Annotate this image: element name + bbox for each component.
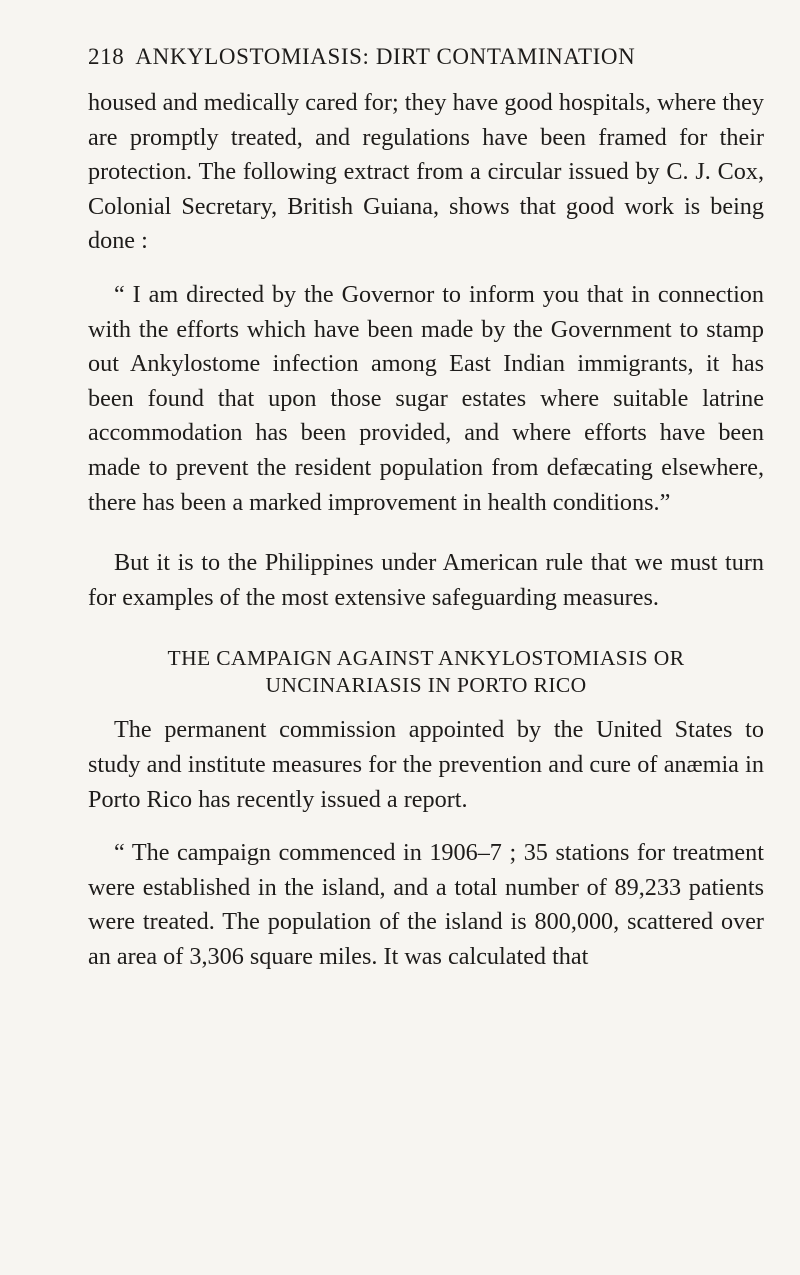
running-title: ANKYLOSTOMIASIS: DIRT CONTAMINATION (135, 44, 636, 69)
page-body (88, 86, 764, 974)
paragraph: housed and medically cared for; they have good hospitals, where they are promptly treated, and regulations have been framed for their protection. The following extract from a circular issued by C. J. Cox, Colonial Secretary, British Guiana, shows that good work is being done : (88, 89, 764, 255)
paragraph: But it is to the Philippines under American rule that we must turn for examples of the most extensive safeguarding measures. (88, 549, 764, 611)
running-header (88, 44, 728, 70)
quoted-paragraph: “ The campaign commenced in 1906–7 ; 35 stations for treatment were established in the island, and a total number of 89,233 patients were treated. The population of the island is 800,000, scattered over an area of 3,306 square miles. It was calculated that (88, 839, 764, 970)
section-heading: THE CAMPAIGN AGAINST ANKYLOSTOMIASIS OR UNCINARIASIS IN PORTO RICO (167, 646, 685, 698)
page-number: 218 (88, 44, 125, 69)
paragraph: The permanent commission appointed by the United States to study and institute measures for the prevention and cure of anæmia in Porto Rico has recently issued a report. (88, 716, 764, 813)
quoted-paragraph: “ I am directed by the Governor to inform you that in connection with the efforts which have been made by the Government to stamp out Ankylostome infection among East Indian immigrants, it has been found that upon those sugar estates where suitable latrine accommodation has been provided, and where efforts have been made to prevent the resident population from defæcating elsewhere, there has been a marked improvement in health conditions.” (88, 280, 764, 516)
